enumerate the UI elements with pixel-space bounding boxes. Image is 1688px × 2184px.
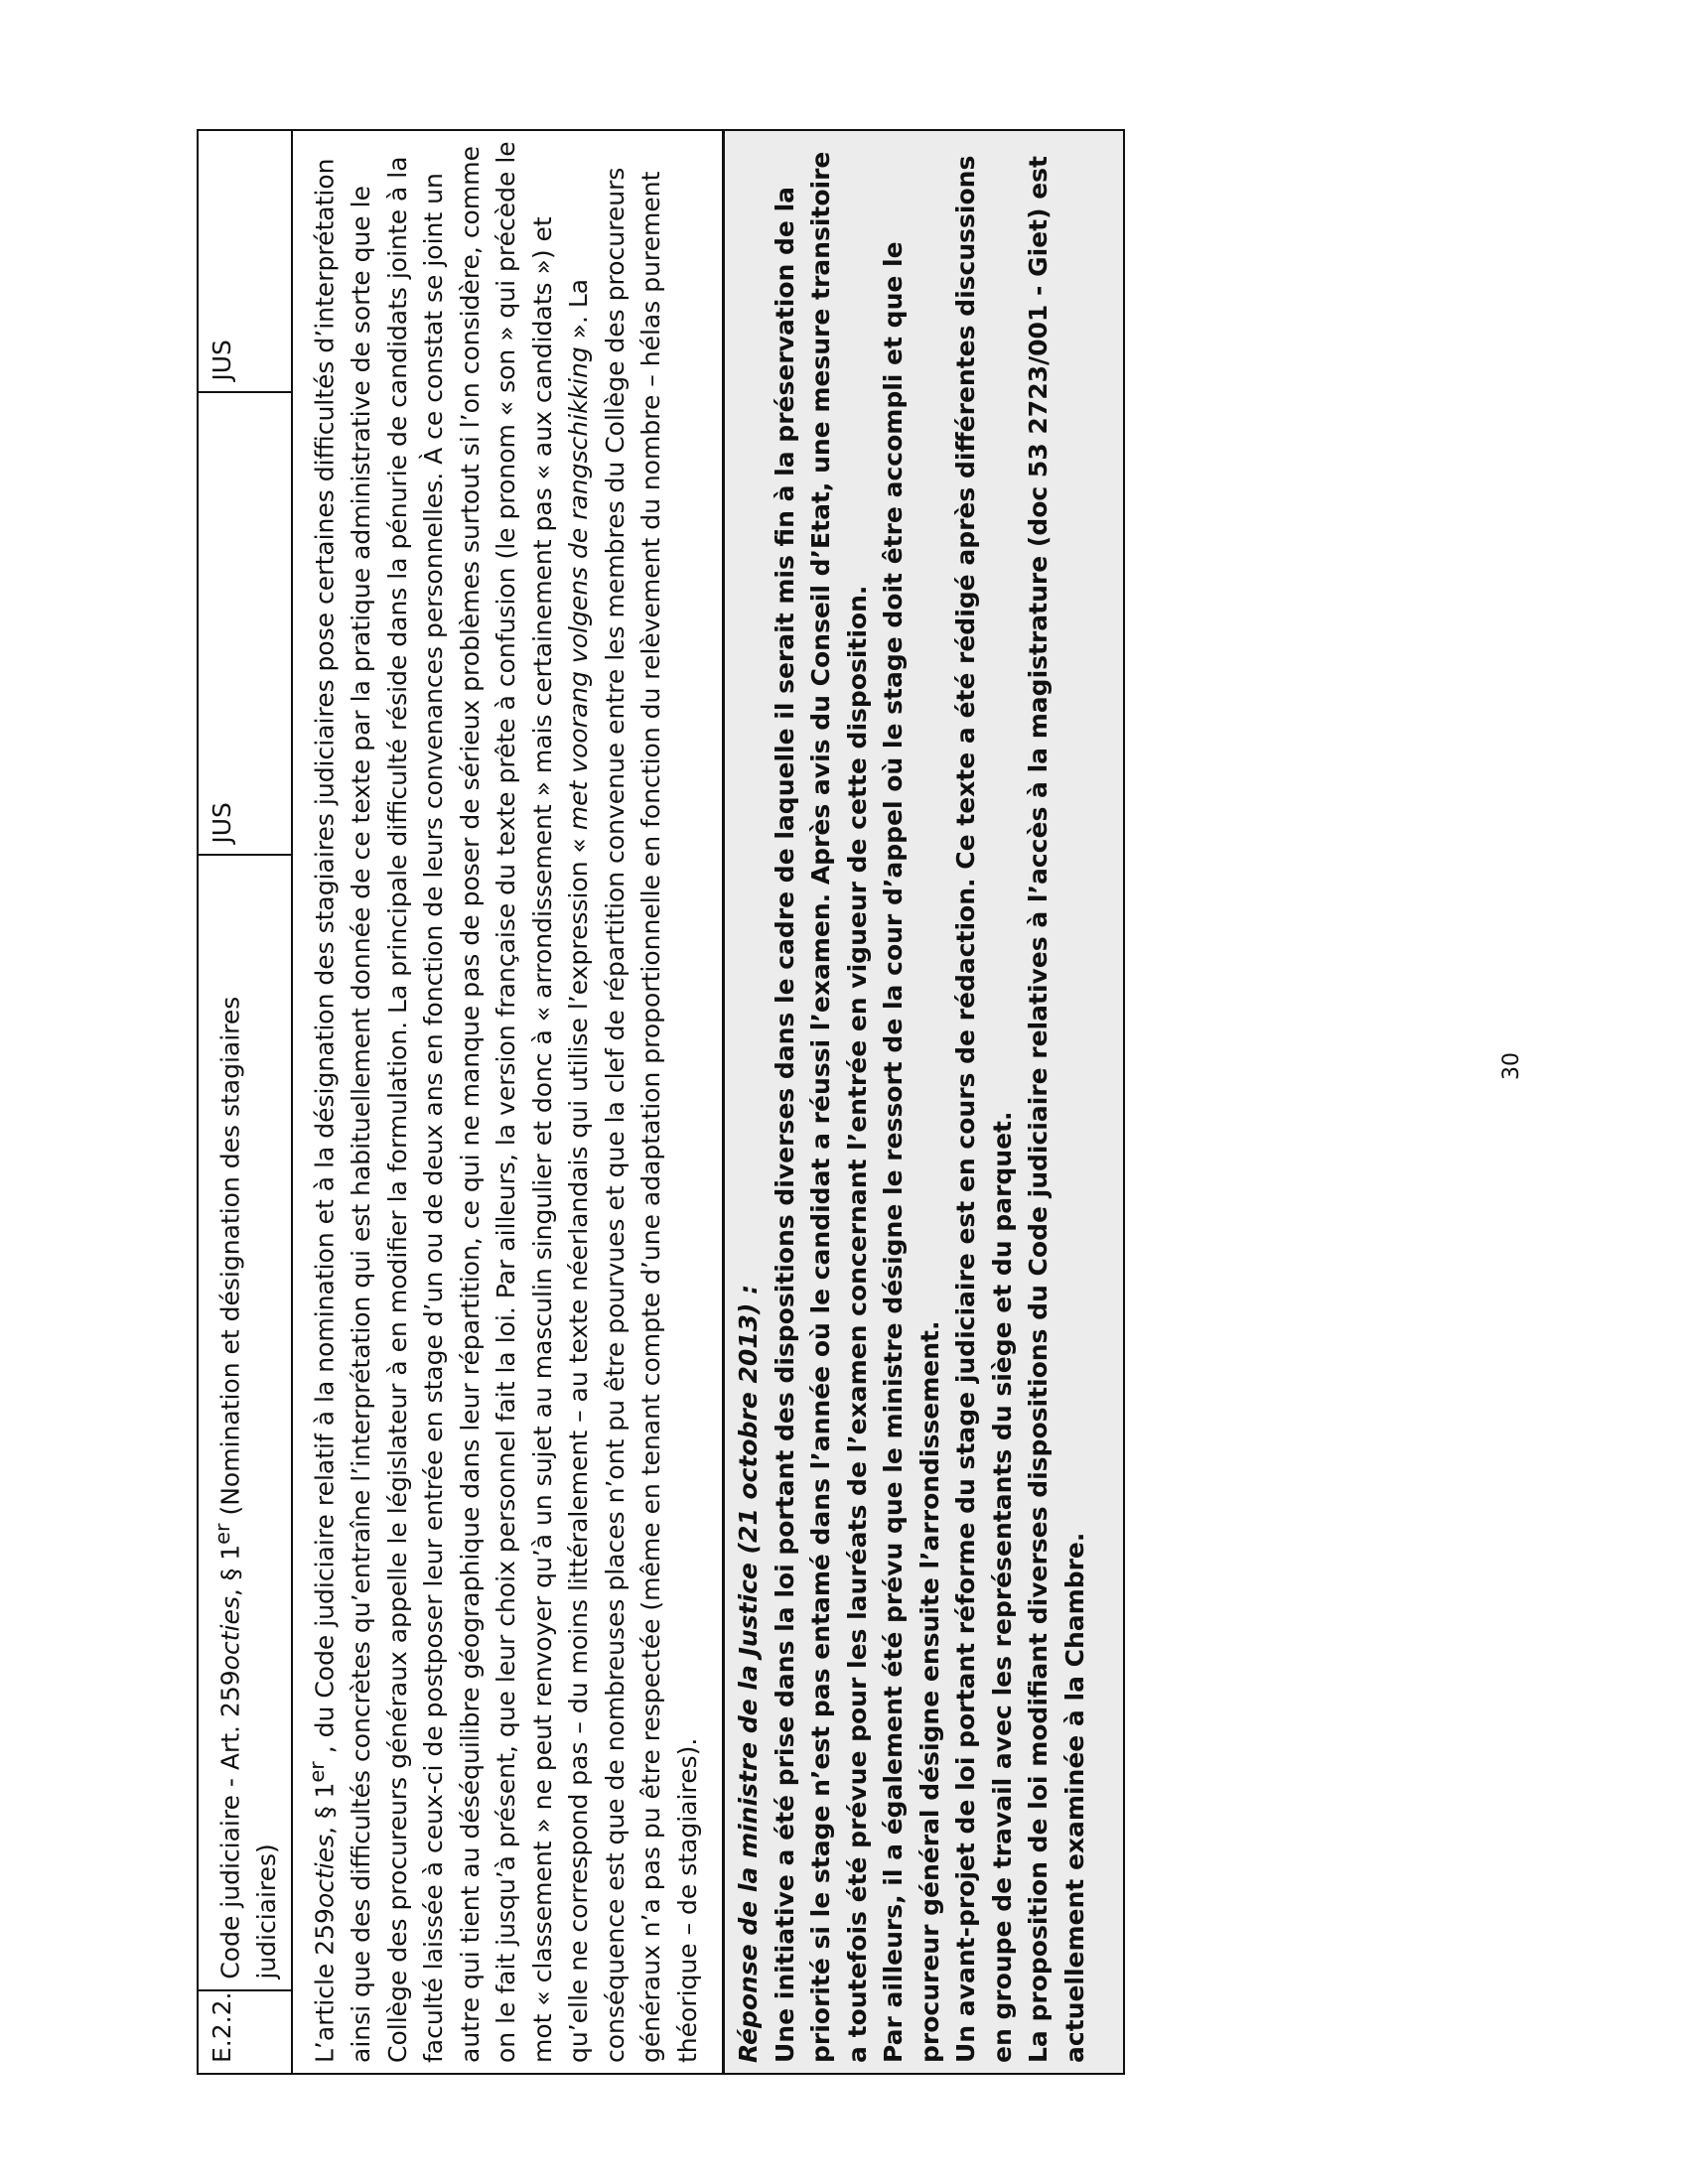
page-number: 30 (1499, 1052, 1524, 1080)
response-line-3: Un avant-projet de loi portant réforme du stage judiciaire est en cours de rédaction. Ce texte a été rédigé après différentes discussions en groupe de travail avec les représentants du siège et du parquet. (951, 155, 1017, 2063)
response-line-4: La proposition de loi modifiant diverses dispositions du Code judiciaire relatives à l’accès à la magistrature (doc 53 2723/001 - Giet) est actuellement examinée à la Chambre. (1024, 155, 1089, 2063)
response-title: Réponse de la ministre de la Justice (21 octobre 2013) : (734, 1284, 764, 2063)
body-row (292, 130, 724, 2074)
department-2: JUS (198, 130, 292, 392)
item-code: E.2.2. (198, 1990, 292, 2074)
response-row (724, 130, 1124, 2074)
item-table (197, 129, 1125, 2075)
response-line-1: Une initiative a été prise dans la loi portant des dispositions diverses dans le cadre de laquelle il serait mis fin à la préservation de la priorité si le stage n’est pas entamé dans l’année où le candidat a réussi l’examen. Après avis du Conseil d’Etat, une mesure transitoire a toutefois été prévue pour les lauréats de l’examen concernant l’entrée en vigueur de cette disposition. (770, 151, 872, 2063)
response-block (724, 130, 1124, 2074)
body-text: L’article 259octies, § 1er , du Code judiciaire relatif à la nomination et à la désignation des stagiaires judiciaires pose certaines difficultés d’interprétation ainsi que des difficultés concrètes qu’entraîne l’interprétation qui est habituellement donnée de ce texte par la pratique administrative de sorte que le Collège des procureurs généraux appelle le législateur à en modifier la formulation. La principale difficulté réside dans la pénurie de candidats jointe à la faculté laissée à ceux-ci de postposer leur entrée en stage d’un ou de deux ans en fonction de leurs convenances personnelles. À ce constat se joint un autre qui tient au déséquilibre géographique dans leur répartition, ce qui ne manque pas de poser de sérieux problèmes surtout si l’on considère, comme on le fait jusqu’à présent, que leur choix personnel fait la loi. Par ailleurs, la version française du texte prête à confusion (le pronom « son » qui précède le mot « classement » ne peut renvoyer qu’à un sujet au masculin singulier et donc à « arrondissement » mais certainement pas « aux candidats ») et qu’elle ne correspond pas – du moins littéralement – au texte néerlandais qui utilise l’expression « met voorang volgens de rangschikking ». La conséquence est que de nombreuses places n’ont pu être pourvues et que la clef de répartition convenue entre les membres du Collège des procureurs généraux n’a pas pu être respectée (même en tenant compte d’une adaptation proportionnelle en fonction du relèvement du nombre – hélas purement théorique – de stagiaires). (292, 130, 724, 2074)
department-1: JUS (198, 392, 292, 855)
response-line-2: Par ailleurs, il a également été prévu que le ministre désigne le ressort de la cour d’appel où le stage doit être accompli et que le procureur général désigne ensuite l’arrondissement. (879, 241, 944, 2063)
header-row (198, 130, 292, 2074)
rotated-page (197, 129, 1125, 2075)
item-title: Code judiciaire - Art. 259octies, § 1er (Nomination et désignation des stagiaires judiciaires) (198, 855, 292, 1990)
